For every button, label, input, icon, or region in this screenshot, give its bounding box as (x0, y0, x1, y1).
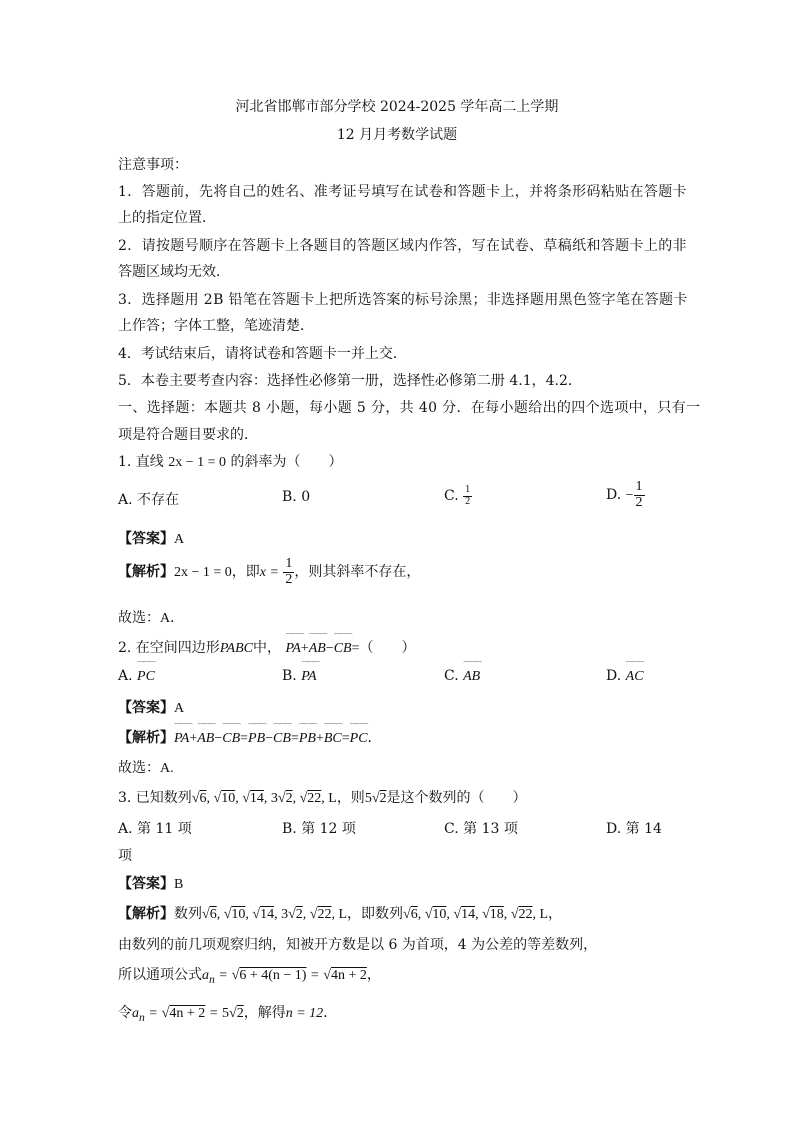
q3-an1-sequence: √6, √10, √14, 3√2, √22, L (202, 907, 347, 922)
q2-mid: 中， (253, 640, 282, 656)
q3-an3-eq2: = (310, 968, 319, 983)
q3-sequence: √6, √10, √14, 3√2, √22, L (191, 791, 337, 806)
q2-option-c-vector: ⌒⌒⌒ AB (463, 669, 480, 685)
q3-seq-term-3: 14 (249, 791, 264, 806)
q1-choose-value: A． (160, 611, 185, 626)
q1-analysis-numerator: 1 (285, 556, 293, 571)
q3-an4-prefix: 令 (118, 1005, 132, 1021)
q3-analysis-label: 【解析】 (118, 906, 174, 922)
q3-an1-s2-term-1: 6 (410, 907, 418, 922)
q3-an3-root1: √6 + 4(n − 1) (231, 968, 307, 983)
section1-intro-a: 一、选择题：本题共 8 小题，每小题 5 分，共 40 分．在每小题给出的四个选项中，只有一 (118, 400, 701, 416)
q1-equation: 2x − 1 = 0 (168, 455, 227, 470)
q3-target: 5√2 (364, 791, 387, 806)
q2-option-a-vector: ⌒⌒⌒ PC (137, 669, 155, 685)
q2-an-vector-3: ⌒⌒⌒ CB (222, 731, 240, 747)
q3-option-d-wrap: 项 (118, 848, 132, 864)
q3-seq-term-5: 22 (307, 791, 322, 806)
q1-option-d-sign: − (625, 488, 634, 504)
q3-an1-s2-term-3: 14 (461, 907, 476, 922)
q3-option-a-letter: A. (118, 821, 133, 837)
q3-an4-mid: ，解得 (243, 1005, 286, 1021)
q3-an4-result: n = 12 (285, 1006, 324, 1021)
q3-mid: ，则 (336, 790, 365, 806)
q3-seq-term-1: 6 (199, 791, 207, 806)
q3-an3-lhs: a (202, 968, 209, 983)
q3-an4-eq2: = (209, 1006, 218, 1021)
q3-an1-s2-term-5: 22 (518, 907, 533, 922)
q1-analysis-fraction (283, 557, 294, 587)
exam-title-line2: 12 月月考数学试题 (336, 127, 458, 143)
q3-an3-root2: √4n + 2 (323, 968, 367, 983)
q2-an-op-4: + (315, 731, 324, 746)
exam-title-line1: 河北省邯郸市部分学校 2024-2025 学年高二上学期 (235, 99, 559, 115)
q3-prefix: 3. 已知数列 (118, 790, 192, 806)
q3-answer (118, 873, 183, 893)
q2-an-vector-1: ⌒⌒⌒ PA (174, 731, 189, 747)
q3-an3-prefix: 所以通项公式 (118, 967, 202, 983)
q3-an3-rad1: 6 + 4(n − 1) (239, 968, 307, 983)
q1-option-a-letter: A. (118, 492, 133, 508)
q1-analysis-eq: 2x − 1 = 0 (174, 565, 232, 581)
q1-option-d-denominator: 2 (635, 494, 643, 510)
q1-option-c-letter: C. (444, 488, 459, 504)
q3-option-a (118, 818, 192, 838)
q2-an-end: ． (367, 730, 382, 746)
q3-an4-rad: 4n + 2 (169, 1006, 206, 1021)
q3-seq-term-4: 2 (285, 791, 293, 806)
q3-analysis-line4 (118, 1002, 337, 1024)
q3-option-d-letter: D. (606, 821, 622, 837)
q1-analysis-label: 【解析】 (118, 564, 174, 581)
q3-an1-s2-term-2: 10 (432, 907, 447, 922)
q3-an3-eq1: = (219, 968, 228, 983)
q3-option-c-letter: C. (444, 821, 459, 837)
q3-option-a-text: 第 11 项 (137, 821, 192, 837)
q3-an1-tail: L (338, 907, 347, 922)
q2-op-minus: − (325, 641, 334, 656)
q2-an-eq-1: = (240, 731, 249, 746)
q3-answer-label: 【答案】 (118, 876, 174, 892)
q3-an1-term-4: 2 (295, 907, 303, 922)
q3-an4-root2: 5√2 (222, 1006, 244, 1021)
q3-option-d-text: 第 14 (625, 821, 662, 837)
q3-option-b-letter: B. (282, 821, 297, 837)
q3-an4-rad2: 2 (236, 1006, 244, 1021)
q2-option-c (444, 668, 480, 685)
q3-an1-term-3: 14 (260, 907, 275, 922)
q2-vector-pa: ⌒⌒⌒ PA (285, 641, 300, 657)
q2-choose-prefix: 故选： (118, 760, 160, 776)
q2-option-a (118, 668, 155, 685)
q2-analysis-label: 【解析】 (118, 730, 174, 746)
q3-an4-lhs: a (132, 1006, 139, 1021)
q1-analysis-mid: ，即 (231, 564, 260, 581)
q2-an-vector-6: ⌒⌒⌒ PB (299, 731, 316, 747)
q1-suffix: 的斜率为（ ） (230, 454, 343, 470)
q2-answer-label: 【答案】 (118, 700, 174, 716)
q3-option-b-text: 第 12 项 (301, 821, 356, 837)
q2-an-vector-8: ⌒⌒⌒ PC (350, 731, 368, 747)
q3-an1-term-2: 10 (231, 907, 246, 922)
q3-an4-root: √4n + 2 (161, 1006, 206, 1021)
q2-option-b-letter: B. (282, 668, 297, 684)
q3-an4-eq1: = (149, 1006, 158, 1021)
q3-answer-value: B (174, 877, 184, 892)
q1-option-d-letter: D. (606, 487, 622, 504)
q2-shape: PABC (219, 641, 254, 656)
q2-analysis (118, 727, 382, 747)
q2-an-eq-2: = (290, 731, 299, 746)
q3-an1-s2-tail: L (539, 907, 548, 922)
q1-option-d (606, 480, 645, 510)
q1-option-c-denominator: 2 (465, 495, 471, 507)
q2-choose-value: A. (160, 761, 174, 776)
q3-option-b (282, 818, 356, 838)
q3-seq-tail: L (328, 791, 337, 806)
note-3b: 上作答；字体工整，笔迹清楚． (118, 318, 314, 334)
q1-option-c-numerator: 1 (465, 484, 471, 495)
q2-an-vector-4: ⌒⌒⌒ PB (248, 731, 265, 747)
q1-option-a (118, 489, 179, 509)
q2-answer (118, 697, 184, 717)
q1-answer-value: A (174, 532, 185, 547)
q3-an1-sequence2: √6, √10, √14, √18, √22, L (403, 907, 548, 922)
q3-an1-coef: 3 (281, 907, 289, 922)
note-1b: 上的指定位置． (118, 210, 216, 226)
q2-option-c-letter: C. (444, 668, 459, 684)
q3-seq-coef: 3 (270, 791, 278, 806)
q1-analysis-denominator: 2 (285, 571, 293, 587)
q2-an-op-2: − (214, 731, 223, 746)
q3-analysis-line1 (118, 903, 562, 923)
q2-an-vector-7: ⌒⌒⌒ BC (324, 731, 342, 747)
note-4: 4．考试结束后，请将试卷和答题卡一并上交． (118, 346, 407, 362)
q2-op-plus: + (300, 641, 309, 656)
q2-op-eq: = (351, 641, 360, 656)
q1-answer (118, 528, 184, 548)
q1-analysis-end: ，则其斜率不存在， (294, 564, 421, 581)
q1-choose (118, 607, 184, 627)
q2-option-d-letter: D. (606, 668, 622, 684)
q2-stem (118, 637, 416, 657)
q2-an-op-1: + (189, 731, 198, 746)
q2-option-d-vector: ⌒⌒⌒ AC (626, 669, 644, 685)
q1-option-b (282, 489, 310, 505)
q3-an1-term-1: 6 (209, 907, 217, 922)
q3-target-rad: 2 (379, 791, 387, 806)
q3-seq-term-2: 10 (221, 791, 236, 806)
q2-option-b-vector: ⌒⌒⌒ PA (301, 669, 316, 685)
q2-an-vector-5: ⌒⌒⌒ CB (273, 731, 291, 747)
note-2a: 2．请按题号顺序在答题卡上各题目的答题区域内作答，写在试卷、草稿纸和答题卡上的非 (118, 238, 687, 254)
q2-option-d (606, 668, 644, 685)
section1-intro-b: 项是符合题目要求的． (118, 427, 258, 443)
q1-option-d-numerator: 1 (635, 479, 643, 494)
q1-option-d-fraction (634, 480, 645, 510)
q2-answer-value: A (174, 701, 185, 716)
notes-heading: 注意事项： (118, 157, 188, 173)
q1-option-a-text: 不存在 (137, 492, 180, 508)
q3-an3-end: ， (366, 967, 381, 983)
q3-target-coef: 5 (364, 791, 372, 806)
q2-choose (118, 757, 174, 777)
q3-analysis-line3 (118, 964, 381, 986)
note-1a: 1．答题前，先将自己的姓名、准考证号填写在试卷和答题卡上，并将条形码粘贴在答题卡 (118, 184, 687, 200)
q3-an1-s2-term-4: 18 (489, 907, 504, 922)
q3-suffix: 是这个数列的（ ） (386, 790, 527, 806)
q1-choose-prefix: 故选： (118, 610, 160, 626)
q3-analysis-line2: 由数列的前几项观察归纳，知被开方数是以 6 为首项，4 为公差的等差数列， (118, 937, 598, 953)
q3-an1-mid: ，即数列 (347, 906, 403, 922)
q3-an4-coef: 5 (222, 1006, 230, 1021)
note-2b: 答题区域均无效． (118, 264, 230, 280)
q2-option-b (282, 668, 317, 685)
q3-option-c (444, 818, 518, 838)
q2-vector-cb: ⌒⌒⌒ CB (334, 641, 352, 657)
q3-option-d (606, 818, 662, 838)
q2-option-a-letter: A. (118, 668, 133, 684)
note-3a: 3．选择题用 2B 铅笔在答题卡上把所选答案的标号涂黑；非选择题用黑色签字笔在答题卡 (118, 292, 688, 308)
q3-an3-sub: n (209, 972, 215, 986)
q3-option-c-text: 第 13 项 (463, 821, 518, 837)
q3-stem (118, 787, 527, 807)
q1-option-c (444, 485, 472, 507)
q1-analysis (118, 557, 420, 587)
q3-an3-rad2: 4n + 2 (330, 968, 367, 983)
q1-analysis-x: x = (259, 565, 279, 581)
q1-option-b-letter: B. (282, 489, 297, 505)
q1-prefix: 1. 直线 (118, 454, 164, 470)
q3-an1-prefix: 数列 (174, 906, 202, 922)
q1-option-c-fraction (463, 485, 472, 507)
q2-vector-ab: ⌒⌒⌒ AB (309, 641, 326, 657)
q1-answer-label: 【答案】 (118, 531, 174, 547)
q2-an-eq-3: = (341, 731, 350, 746)
q2-an-op-3: − (265, 731, 274, 746)
q3-an1-end: ， (548, 906, 562, 922)
q3-an4-sub: n (139, 1010, 145, 1024)
q3-an1-term-5: 22 (317, 907, 332, 922)
q2-an-vector-2: ⌒⌒⌒ AB (197, 731, 214, 747)
q3-an4-end: ． (323, 1005, 338, 1021)
q1-stem (118, 451, 343, 471)
q2-prefix: 2. 在空间四边形 (118, 640, 220, 656)
q1-option-b-text: 0 (301, 489, 311, 505)
q2-suffix: （ ） (359, 640, 416, 656)
note-5: 5．本卷主要考查内容：选择性必修第一册，选择性必修第二册 4.1，4.2． (118, 373, 582, 389)
